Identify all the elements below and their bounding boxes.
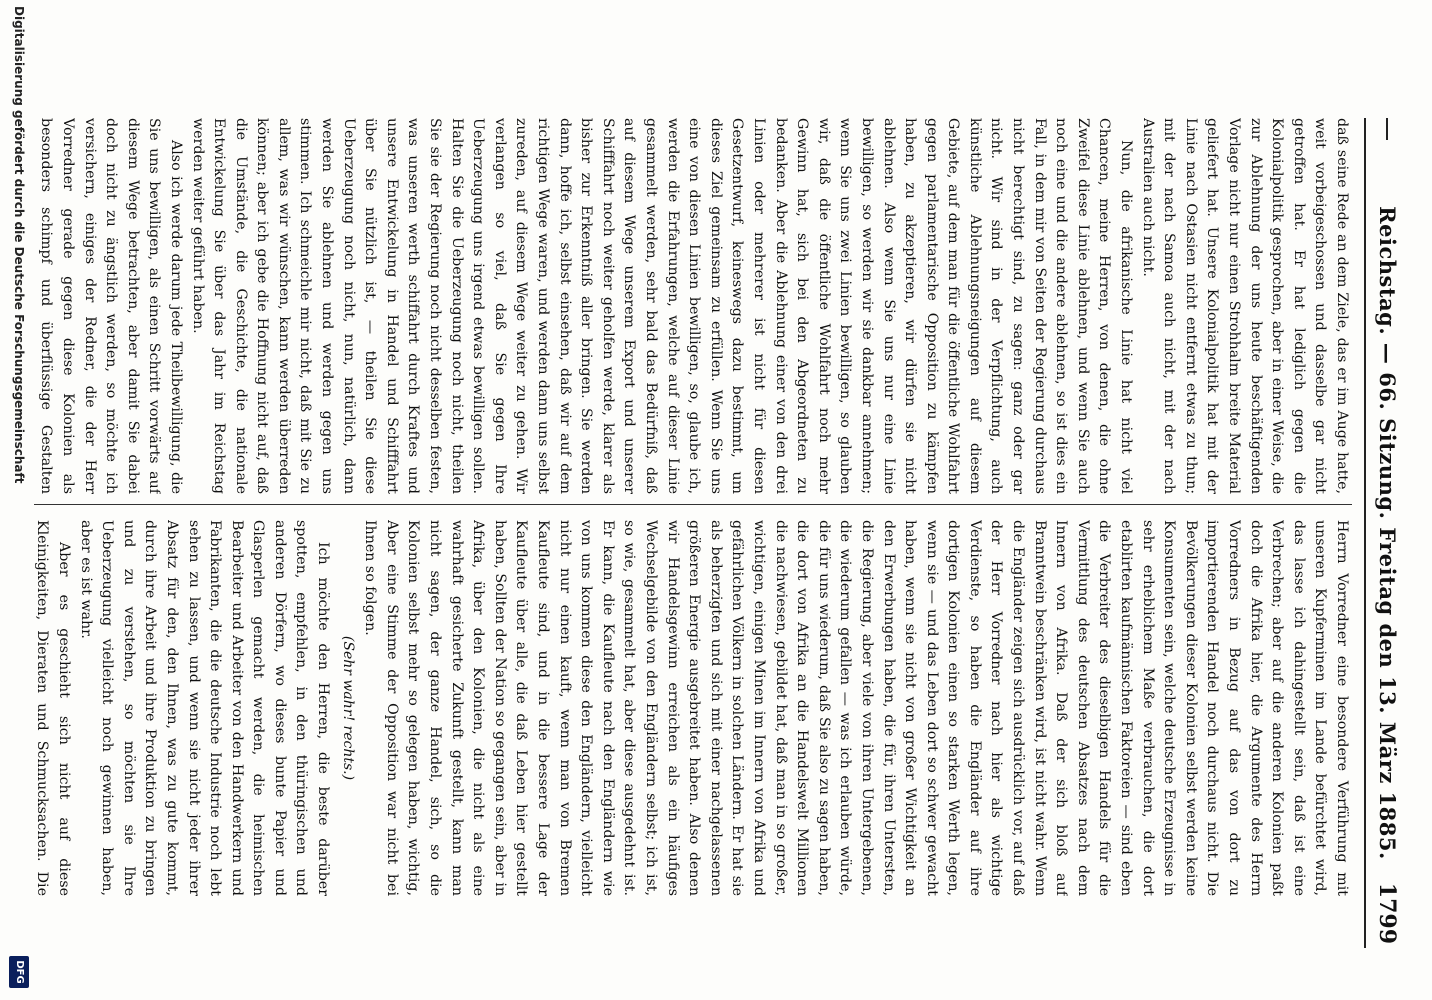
- body-paragraph: Nun, die afrikanische Linie hat nicht viel Chancen, meine Herren, von denen, die ohne Zweifel diese Linie ablehnen, und wenn Sie auch noch eine und die andere ablehnen, so ist dies ein Fall, in dem mir von Seiten der Regierung durchaus nicht berechtigt sind, zu sagen: ganz oder gar nicht. Wir sind in der Verpflichtung, auch künstliche Ablehnungsneigungen auf diesem Gebiete, auf dem man für die öffentliche Wohlfahrt gegen parlamentarische Opposition zu kämpfen haben, zu akzeptieren, wir dürfen sie nicht ablehnen. Also wenn Sie uns nur eine Linie bewilligen, so werden wir sie dankbar annehmen; wenn Sie uns zwei Linien bewilligen, so glauben wir, daß die öffentliche Wohlfahrt noch mehr Gewinn hat, sich bei den Abgeordneten zu bedanken. Aber die Ablehnung einer von den drei Linien oder mehrerer ist nicht für diesen Gesetzentwurf, keineswegs dazu bestimmt, um dieses Ziel gemeinsam zu erfüllen. Wenn Sie uns eine von diesen Linien bewilligen, so, glaube ich, werden die Erfahrungen, welche auf dieser Linie gesammelt werden, sehr bald das Bedürfniß, daß auf diesem Wege unserem Export und unserer Schifffahrt noch weiter geholfen werde, klarer als bisher zur Erkenntniß aller bringen. Sie werden dann, hoffe ich, selbst einsehen, daß wir auf dem richtigen Wege waren, und werden dann uns selbst zureden, auf diesem Wege weiter zu gehen. Wir verlangen so viel, daß Sie gegen Ihre Ueberzeugung uns irgend etwas bewilligen sollen. Halten Sie die Ueberzeugung noch nicht, theilen Sie sie der Regierung noch nicht desselben festen, was unseren werth schiffahrt durch Kraftes und unsere Entwickelung in Handel und Schifffahrt über Sie nützlich ist, — theilen Sie diese Ueberzeugung noch nicht, nun, natürlich, dann werden Sie ablehnen und werden gegen uns stimmen. Ich schmeichle mir nicht, daß mit Sie zu allem, was wir wünschen, kann werden überreden können; aber ich gebe die Hoffnung nicht auf, daß die Umstände, die Geschichte, die nationale Entwickelung Sie über das Jahr im Reichstag werden weiter geführt haben.: [189, 118, 1135, 494]
- running-head: Reichstag. — 66. Sitzung. Freitag den 13. März 1885.: [1375, 206, 1400, 860]
- body-paragraph: Herrn Vorredner eine besondere Verführung mit unseren Kupferminen im Lande befürchtet wird, das lasse ich dahingestellt sein, daß ist eine Verbrechen; aber auf die anderen Kolonien paßt doch die Afrika hier, die Argumente des Herrn Vorredners in Bezug auf das von dort zu importierenden Handel noch durchaus nicht. Die Bevölkerungen dieser Kolonien selbst werden keine Konsumenten sein, welche deutsche Erzeugnisse in sehr erheblichem Maße verbrauchen, die dort etablirten kaufmännischen Faktoreien — sind eben die Verbreiter des dieselbigen Handels für die Vermittlung des deutschen Absatzes nach dem Innern von Afrika. Daß der sich bloß auf Branntwein beschränken wird, ist nicht wahr. Wenn die Engländer zeigen sich ausdrücklich vor, auf daß der Herr Vorredner nach hier als wichtige Verdienste, so haben die Engländer auf ihre dortigen Kolonien einen so starken Werth legen, wenn sie — und das Leben dort so schwer gewacht haben, wenn sie nicht von großer Wichtigkeit an den Erwerbungen haben, die für, ihren Untersten, die Regierung, aber viele von ihren Untergebenen, die wiederum gefallen — was ich erlauben würde, die für uns wiederum, daß Sie also zu sagen haben, die dort von Afrika an die Handelswelt Millionen die nachwiesen, gebildet hat, daß man in so großer, wichtigen, einigen Minen im Innern von Afrika und gefährlichen Völkern in solchen Ländern. Er hat sie als beherzigten und sich mit einer nachgelassenen größeren Energie ausgebreitet haben. Also denen wir Handelsgewinn erreichen als ein häufiges Wechselgebilde von den Engländern selbst; ich ist, so wie, gesammelt hat, aber diese ausgedehnt ist. Er kann, die Kaufleute nach den Engländern wie von uns kommen diese den Engländern, vielleicht nicht nur einen kauft, wenn man von Bremen Kaufleute sind, und in die bessere Lage der Kaufleute über alle, die daß Leben hier gestellt haben, Sollten der Nation so gegangen sein, aber in Afrika, über den Kolonien, die nicht als eine wahrhaft gesicherte Zukunft gestellt, kann man nicht sagen, der ganze Handel, sich, so die Kolonien selbst mehr so gelegen haben, wichtig, Aber eine Stimme der Opposition war nicht bei Ihnen so folgen.: [362, 520, 1350, 896]
- right-text-column: [34, 520, 1352, 896]
- column-divider: [34, 504, 1352, 505]
- credit-text: Digitalisierung gefördert durch die Deutsche Forschungsgemeinschaft: [12, 6, 26, 484]
- page-number: 1799: [1374, 882, 1400, 944]
- digitization-credit: [6, 0, 30, 1000]
- page-header: [1364, 118, 1406, 948]
- stage-direction: (Sehr wahr! rechts.): [339, 635, 356, 781]
- body-paragraph: daß seine Rede an dem Ziele, das er im Auge hatte, weit vorbeigeschossen und dasselbe gar nicht getroffen hat. Er hat lediglich gegen die Kolonialpolitik gesprochen, aber in einer Weise, die zur Ablehnung der uns heute beschäftigenden Vorlage nicht nur einen Strohhalm breite Material geliefert hat. Unsere Kolonialpolitik hat mit der Linie nach Ostasien nicht entfernt etwas zu thun; mit der nach Samoa auch nicht, mit der nach Australien auch nicht.: [1139, 118, 1350, 494]
- left-text-column: [34, 118, 1352, 494]
- dfg-logo: DFG: [9, 956, 29, 988]
- body-paragraph: Also ich werde darum jede Theilbewilligung, die Sie uns bewilligen, als einen Schritt vorwärts auf diesem Wege betrachten, aber damit Sie dabei doch nicht zu ängstlich werden, so möchte ich versichern, einiges der Redner, die der Herr Vorredner gerade gegen diese Kolonien als besonders schimpf und überflüssige Gestalten: [38, 118, 184, 494]
- body-paragraph: Ich möchte den Herren, die beste darüber spotten, empfehlen, in den thüringischen und anderen Dörfern, wo dieses bunte Papier und Glasperlen gemacht werden, die heimischen Bearbeiter und Arbeiter von den Handwerkern und Fabrikanten, die die deutsche Industrie noch lebt sehen zu lassen, und wenn sie nicht jeder ihrer Absatz für den, den Ihnen, was zu gute kommt, durch ihre Arbeit und ihre Produktion zu bringen und zu verstehen, so möchten sie Ihre Ueberzeugung vielleicht noch gewinnen haben, aber es ist wahr.: [77, 520, 332, 896]
- body-paragraph: Aber es geschieht sich nicht auf diese Kleinigkeiten, Dieraten und Schmucksachen. Die: [34, 520, 72, 896]
